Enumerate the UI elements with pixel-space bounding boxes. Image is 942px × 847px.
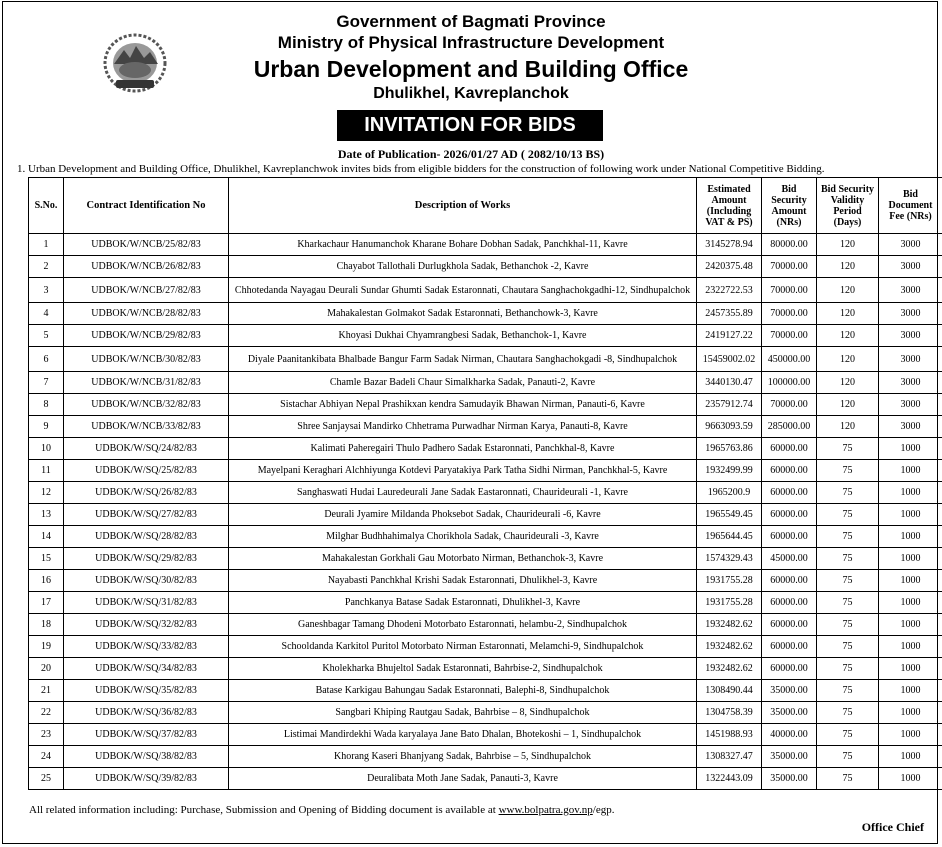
- cell-security: 60000.00: [762, 526, 817, 548]
- cell-description: Mayelpani Keraghari Alchhiyunga Kotdevi Paryatakiya Park Tatha Sidhi Nirman, Panchkhal-5, Kavre: [229, 460, 697, 482]
- table-row: [29, 482, 942, 504]
- table-row: [29, 724, 942, 746]
- table-row: [29, 702, 942, 724]
- cell-fee: 1000: [879, 438, 942, 460]
- cell-contract-id: UDBOK/W/NCB/32/82/83: [64, 394, 229, 416]
- cell-validity: 75: [817, 460, 879, 482]
- cell-fee: 1000: [879, 724, 942, 746]
- cell-contract-id: UDBOK/W/NCB/26/82/83: [64, 256, 229, 278]
- cell-fee: 1000: [879, 526, 942, 548]
- cell-security: 60000.00: [762, 592, 817, 614]
- cell-description: Chhotedanda Nayagau Deurali Sundar Ghumti Sadak Estaronnati, Chautara Sanghachokgadhi-12, Sindhupalchok: [229, 278, 697, 303]
- cell-amount: 1574329.43: [697, 548, 762, 570]
- cell-security: 35000.00: [762, 702, 817, 724]
- cell-sno: 12: [29, 482, 64, 504]
- bids-table: [28, 177, 942, 790]
- cell-amount: 2457355.89: [697, 303, 762, 325]
- cell-sno: 9: [29, 416, 64, 438]
- cell-amount: 2419127.22: [697, 325, 762, 347]
- cell-validity: 120: [817, 325, 879, 347]
- cell-security: 70000.00: [762, 394, 817, 416]
- cell-security: 80000.00: [762, 234, 817, 256]
- cell-sno: 8: [29, 394, 64, 416]
- cell-contract-id: UDBOK/W/NCB/27/82/83: [64, 278, 229, 303]
- cell-validity: 120: [817, 394, 879, 416]
- cell-security: 285000.00: [762, 416, 817, 438]
- cell-sno: 2: [29, 256, 64, 278]
- cell-sno: 4: [29, 303, 64, 325]
- cell-fee: 1000: [879, 570, 942, 592]
- cell-description: Shree Sanjaysai Mandirko Chhetrama Purwadhar Nirman Karya, Panauti-8, Kavre: [229, 416, 697, 438]
- cell-sno: 21: [29, 680, 64, 702]
- cell-contract-id: UDBOK/W/SQ/28/82/83: [64, 526, 229, 548]
- cell-fee: 1000: [879, 746, 942, 768]
- cell-description: Kholekharka Bhujeltol Sadak Estaronnati, Bahrbise-2, Sindhupalchok: [229, 658, 697, 680]
- cell-fee: 1000: [879, 658, 942, 680]
- cell-sno: 22: [29, 702, 64, 724]
- cell-description: Mahakalestan Golmakot Sadak Estaronnati, Bethanchowk-3, Kavre: [229, 303, 697, 325]
- cell-security: 60000.00: [762, 482, 817, 504]
- cell-fee: 1000: [879, 482, 942, 504]
- cell-fee: 3000: [879, 234, 942, 256]
- cell-sno: 16: [29, 570, 64, 592]
- table-row: [29, 372, 942, 394]
- cell-fee: 3000: [879, 303, 942, 325]
- cell-sno: 14: [29, 526, 64, 548]
- bolpatra-link[interactable]: www.bolpatra.gov.np: [498, 804, 593, 816]
- cell-validity: 75: [817, 438, 879, 460]
- table-row: [29, 570, 942, 592]
- cell-validity: 120: [817, 303, 879, 325]
- table-row: [29, 548, 942, 570]
- table-row: [29, 504, 942, 526]
- cell-sno: 25: [29, 768, 64, 790]
- cell-fee: 3000: [879, 394, 942, 416]
- cell-amount: 1308327.47: [697, 746, 762, 768]
- cell-amount: 1322443.09: [697, 768, 762, 790]
- cell-security: 35000.00: [762, 768, 817, 790]
- column-header-sno: S.No.: [29, 178, 64, 234]
- cell-amount: 1931755.28: [697, 592, 762, 614]
- table-row: [29, 278, 942, 303]
- cell-description: Chayabot Tallothali Durlugkhola Sadak, Bethanchok -2, Kavre: [229, 256, 697, 278]
- cell-security: 100000.00: [762, 372, 817, 394]
- cell-description: Diyale Paanitankibata Bhalbade Bangur Farm Sadak Nirman, Chautara Sanghachokgadi -8, Sindhupalchok: [229, 347, 697, 372]
- cell-description: Khorang Kaseri Bhanjyang Sadak, Bahrbise – 5, Sindhupalchok: [229, 746, 697, 768]
- cell-contract-id: UDBOK/W/SQ/31/82/83: [64, 592, 229, 614]
- table-row: [29, 438, 942, 460]
- cell-validity: 75: [817, 724, 879, 746]
- cell-sno: 5: [29, 325, 64, 347]
- cell-sno: 3: [29, 278, 64, 303]
- ministry-name: Ministry of Physical Infrastructure Development: [277, 33, 665, 52]
- cell-contract-id: UDBOK/W/NCB/30/82/83: [64, 347, 229, 372]
- cell-contract-id: UDBOK/W/SQ/33/82/83: [64, 636, 229, 658]
- cell-fee: 1000: [879, 614, 942, 636]
- office-name: Urban Development and Building Office: [253, 56, 689, 82]
- cell-validity: 75: [817, 746, 879, 768]
- cell-sno: 11: [29, 460, 64, 482]
- cell-fee: 3000: [879, 278, 942, 303]
- cell-description: Sistachar Abhiyan Nepal Prashikxan kendra Samudayik Bhawan Nirman, Panauti-6, Kavre: [229, 394, 697, 416]
- cell-validity: 120: [817, 372, 879, 394]
- cell-description: Chamle Bazar Badeli Chaur Simalkharka Sadak, Panauti-2, Kavre: [229, 372, 697, 394]
- cell-contract-id: UDBOK/W/SQ/38/82/83: [64, 746, 229, 768]
- cell-description: Ganeshbagar Tamang Dhodeni Motorbato Estaronnati, helambu-2, Sindhupalchok: [229, 614, 697, 636]
- cell-security: 60000.00: [762, 438, 817, 460]
- cell-fee: 3000: [879, 347, 942, 372]
- cell-security: 60000.00: [762, 460, 817, 482]
- cell-contract-id: UDBOK/W/SQ/30/82/83: [64, 570, 229, 592]
- cell-validity: 120: [817, 416, 879, 438]
- cell-contract-id: UDBOK/W/SQ/34/82/83: [64, 658, 229, 680]
- cell-description: Schooldanda Karkitol Puritol Motorbato Nirman Estaronnati, Melamchi-9, Sindhupalchok: [229, 636, 697, 658]
- table-row: [29, 768, 942, 790]
- cell-description: Batase Karkigau Bahungau Sadak Estaronnati, Balephi-8, Sindhupalchok: [229, 680, 697, 702]
- cell-contract-id: UDBOK/W/SQ/35/82/83: [64, 680, 229, 702]
- cell-security: 70000.00: [762, 303, 817, 325]
- cell-security: 40000.00: [762, 724, 817, 746]
- column-header-description: Description of Works: [229, 178, 697, 234]
- cell-fee: 1000: [879, 592, 942, 614]
- cell-validity: 75: [817, 526, 879, 548]
- cell-validity: 120: [817, 234, 879, 256]
- office-location: Dhulikhel, Kavreplanchok: [373, 85, 569, 102]
- cell-amount: 1304758.39: [697, 702, 762, 724]
- table-row: [29, 592, 942, 614]
- cell-fee: 1000: [879, 636, 942, 658]
- footer-text: All related information including: Purchase, Submission and Opening of Bidding document is available at: [29, 804, 499, 816]
- cell-sno: 19: [29, 636, 64, 658]
- cell-validity: 120: [817, 256, 879, 278]
- government-name: Government of Bagmati Province: [336, 12, 606, 31]
- cell-amount: 1932482.62: [697, 636, 762, 658]
- cell-security: 60000.00: [762, 504, 817, 526]
- cell-description: Listimai Mandirdekhi Wada karyalaya Jane Bato Dhalan, Bhotekoshi – 1, Sindhupalchok: [229, 724, 697, 746]
- cell-description: Mahakalestan Gorkhali Gau Motorbato Nirman, Bethanchok-3, Kavre: [229, 548, 697, 570]
- cell-contract-id: UDBOK/W/SQ/27/82/83: [64, 504, 229, 526]
- cell-contract-id: UDBOK/W/NCB/29/82/83: [64, 325, 229, 347]
- cell-amount: 1451988.93: [697, 724, 762, 746]
- cell-amount: 1932482.62: [697, 614, 762, 636]
- table-row: [29, 234, 942, 256]
- cell-security: 70000.00: [762, 325, 817, 347]
- cell-fee: 1000: [879, 768, 942, 790]
- cell-security: 60000.00: [762, 636, 817, 658]
- cell-fee: 3000: [879, 416, 942, 438]
- cell-contract-id: UDBOK/W/SQ/25/82/83: [64, 460, 229, 482]
- cell-security: 45000.00: [762, 548, 817, 570]
- cell-validity: 75: [817, 636, 879, 658]
- cell-amount: 1932482.62: [697, 658, 762, 680]
- cell-validity: 75: [817, 658, 879, 680]
- cell-amount: 1965644.45: [697, 526, 762, 548]
- table-row: [29, 680, 942, 702]
- footer-suffix: /egp.: [592, 804, 615, 816]
- cell-contract-id: UDBOK/W/SQ/26/82/83: [64, 482, 229, 504]
- cell-contract-id: UDBOK/W/SQ/39/82/83: [64, 768, 229, 790]
- cell-amount: 15459002.02: [697, 347, 762, 372]
- table-row: [29, 347, 942, 372]
- cell-contract-id: UDBOK/W/NCB/28/82/83: [64, 303, 229, 325]
- cell-validity: 120: [817, 347, 879, 372]
- cell-fee: 3000: [879, 256, 942, 278]
- cell-fee: 1000: [879, 680, 942, 702]
- table-row: [29, 394, 942, 416]
- table-row: [29, 256, 942, 278]
- column-header-fee: Bid Document Fee (NRs): [879, 178, 942, 234]
- table-header-row: [29, 178, 942, 234]
- cell-sno: 24: [29, 746, 64, 768]
- cell-sno: 17: [29, 592, 64, 614]
- cell-security: 60000.00: [762, 570, 817, 592]
- cell-description: Nayabasti Panchkhal Krishi Sadak Estaronnati, Dhulikhel-3, Kavre: [229, 570, 697, 592]
- cell-contract-id: UDBOK/W/NCB/33/82/83: [64, 416, 229, 438]
- cell-fee: 3000: [879, 372, 942, 394]
- footer-note: [29, 804, 614, 816]
- cell-amount: 1931755.28: [697, 570, 762, 592]
- cell-description: Sanghaswati Hudai Lauredeurali Jane Sadak Eastaronnati, Chaurideurali -1, Kavre: [229, 482, 697, 504]
- cell-description: Deurali Jyamire Mildanda Phoksebot Sadak, Chaurideurali -6, Kavre: [229, 504, 697, 526]
- cell-security: 35000.00: [762, 746, 817, 768]
- cell-description: Deuralibata Moth Jane Sadak, Panauti-3, Kavre: [229, 768, 697, 790]
- cell-validity: 120: [817, 278, 879, 303]
- intro-paragraph: 1. Urban Development and Building Office, Dhulikhel, Kavreplanchwok invites bids from eligible bidders for the construction of following work under National Competitive Bidding.: [17, 163, 825, 175]
- table-row: [29, 636, 942, 658]
- cell-amount: 2420375.48: [697, 256, 762, 278]
- cell-amount: 1965200.9: [697, 482, 762, 504]
- cell-security: 35000.00: [762, 680, 817, 702]
- cell-fee: 3000: [879, 325, 942, 347]
- cell-validity: 75: [817, 504, 879, 526]
- cell-contract-id: UDBOK/W/SQ/36/82/83: [64, 702, 229, 724]
- cell-sno: 1: [29, 234, 64, 256]
- cell-description: Kalimati Paheregairi Thulo Padhero Sadak Estaronnati, Panchkhal-8, Kavre: [229, 438, 697, 460]
- cell-sno: 13: [29, 504, 64, 526]
- table-row: [29, 746, 942, 768]
- cell-contract-id: UDBOK/W/SQ/37/82/83: [64, 724, 229, 746]
- column-header-contract: Contract Identification No: [64, 178, 229, 234]
- table-row: [29, 303, 942, 325]
- cell-sno: 23: [29, 724, 64, 746]
- signature-office-chief: Office Chief: [861, 820, 924, 834]
- cell-validity: 75: [817, 768, 879, 790]
- column-header-validity: Bid Security Validity Period (Days): [817, 178, 879, 234]
- cell-amount: 1965763.86: [697, 438, 762, 460]
- cell-fee: 1000: [879, 460, 942, 482]
- cell-security: 60000.00: [762, 658, 817, 680]
- cell-amount: 9663093.59: [697, 416, 762, 438]
- cell-fee: 1000: [879, 548, 942, 570]
- cell-security: 450000.00: [762, 347, 817, 372]
- cell-amount: 2357912.74: [697, 394, 762, 416]
- cell-validity: 75: [817, 702, 879, 724]
- cell-description: Kharkachaur Hanumanchok Kharane Bohare Dobhan Sadak, Panchkhal-11, Kavre: [229, 234, 697, 256]
- table-row: [29, 658, 942, 680]
- cell-amount: 1932499.99: [697, 460, 762, 482]
- cell-description: Khoyasi Dukhai Chyamrangbesi Sadak, Bethanchok-1, Kavre: [229, 325, 697, 347]
- cell-contract-id: UDBOK/W/SQ/32/82/83: [64, 614, 229, 636]
- cell-validity: 75: [817, 482, 879, 504]
- cell-validity: 75: [817, 548, 879, 570]
- cell-amount: 1308490.44: [697, 680, 762, 702]
- cell-sno: 20: [29, 658, 64, 680]
- cell-validity: 75: [817, 592, 879, 614]
- notice-banner: INVITATION FOR BIDS: [337, 110, 603, 141]
- column-header-security: Bid Security Amount (NRs): [762, 178, 817, 234]
- cell-contract-id: UDBOK/W/NCB/31/82/83: [64, 372, 229, 394]
- cell-contract-id: UDBOK/W/NCB/25/82/83: [64, 234, 229, 256]
- cell-security: 70000.00: [762, 278, 817, 303]
- cell-amount: 3440130.47: [697, 372, 762, 394]
- cell-amount: 3145278.94: [697, 234, 762, 256]
- table-row: [29, 614, 942, 636]
- cell-sno: 10: [29, 438, 64, 460]
- cell-security: 70000.00: [762, 256, 817, 278]
- cell-sno: 18: [29, 614, 64, 636]
- cell-validity: 75: [817, 570, 879, 592]
- table-row: [29, 526, 942, 548]
- cell-contract-id: UDBOK/W/SQ/24/82/83: [64, 438, 229, 460]
- column-header-amount: Estimated Amount (Including VAT & PS): [697, 178, 762, 234]
- cell-description: Panchkanya Batase Sadak Estaronnati, Dhulikhel-3, Kavre: [229, 592, 697, 614]
- cell-security: 60000.00: [762, 614, 817, 636]
- cell-amount: 1965549.45: [697, 504, 762, 526]
- cell-validity: 75: [817, 680, 879, 702]
- cell-description: Sangbari Khiping Rautgau Sadak, Bahrbise – 8, Sindhupalchok: [229, 702, 697, 724]
- cell-contract-id: UDBOK/W/SQ/29/82/83: [64, 548, 229, 570]
- cell-description: Milghar Budhhahimalya Chorikhola Sadak, Chaurideurali -3, Kavre: [229, 526, 697, 548]
- table-row: [29, 460, 942, 482]
- cell-sno: 6: [29, 347, 64, 372]
- cell-fee: 1000: [879, 702, 942, 724]
- cell-sno: 7: [29, 372, 64, 394]
- table-row: [29, 325, 942, 347]
- cell-amount: 2322722.53: [697, 278, 762, 303]
- cell-sno: 15: [29, 548, 64, 570]
- cell-fee: 1000: [879, 504, 942, 526]
- cell-validity: 75: [817, 614, 879, 636]
- table-row: [29, 416, 942, 438]
- publication-date: Date of Publication- 2026/01/27 AD ( 2082/10/13 BS): [337, 147, 605, 161]
